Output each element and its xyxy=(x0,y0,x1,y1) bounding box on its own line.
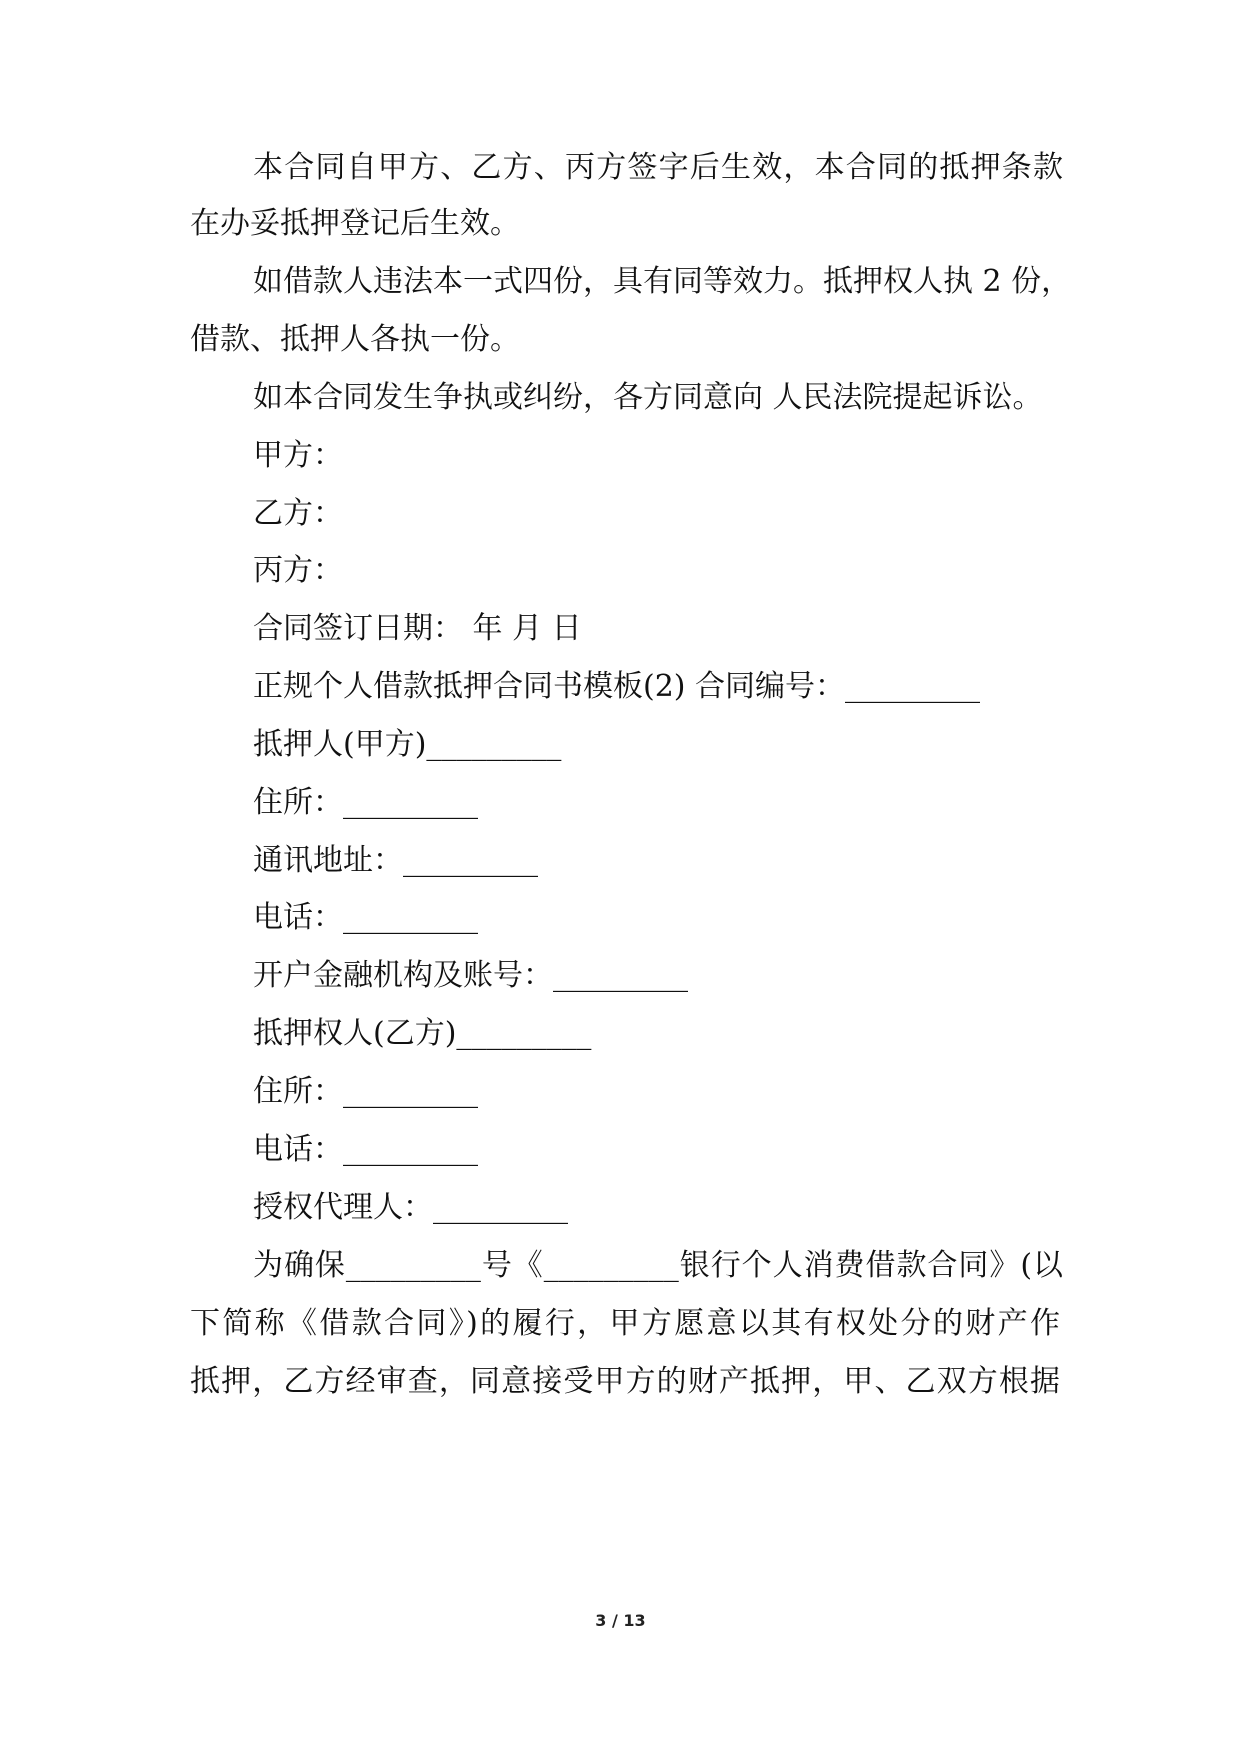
paragraph-dispute: 如本合同发生争执或纠纷，各方同意向 人民法院提起诉讼。 xyxy=(253,380,1043,415)
paragraph-purpose-line-3: 抵押，乙方经审查，同意接受甲方的财产抵押，甲、乙双方根据 xyxy=(190,1364,1060,1399)
mortgagor-line: 抵押人(甲方)_________ xyxy=(253,727,562,762)
mortgagor-bank-line: 开户金融机构及账号：_________ xyxy=(253,958,688,993)
party-b-label: 乙方： xyxy=(253,496,343,531)
mortgagee-line: 抵押权人(乙方)_________ xyxy=(253,1016,592,1051)
paragraph-effectiveness-line-1: 本合同自甲方、乙方、丙方签字后生效，本合同的抵押条款 xyxy=(253,150,1063,185)
mortgagee-address-line: 住所：_________ xyxy=(253,1074,478,1109)
party-c-label: 丙方： xyxy=(253,553,343,588)
paragraph-copies-line-1: 如借款人违法本一式四份，具有同等效力。抵押权人执 2 份， xyxy=(253,264,1072,299)
agent-line: 授权代理人：_________ xyxy=(253,1190,568,1225)
party-a-label: 甲方： xyxy=(253,438,343,473)
mortgagor-phone-line: 电话：_________ xyxy=(253,900,478,935)
mortgagee-phone-line: 电话：_________ xyxy=(253,1132,478,1167)
page-number: 3 / 13 xyxy=(595,1611,646,1630)
paragraph-effectiveness-line-2: 在办妥抵押登记后生效。 xyxy=(190,206,520,241)
mortgagor-mail-address-line: 通讯地址：_________ xyxy=(253,843,538,878)
paragraph-purpose-line-2: 下简称《借款合同》)的履行，甲方愿意以其有权处分的财产作 xyxy=(190,1306,1060,1341)
paragraph-purpose-line-1: 为确保_________号《_________银行个人消费借款合同》(以 xyxy=(253,1248,1063,1283)
sign-date-line: 合同签订日期： 年 月 日 xyxy=(253,611,582,646)
paragraph-copies-line-2: 借款、抵押人各执一份。 xyxy=(190,322,520,357)
mortgagor-address-line: 住所：_________ xyxy=(253,785,478,820)
template-title-line: 正规个人借款抵押合同书模板(2) 合同编号：_________ xyxy=(253,669,981,704)
